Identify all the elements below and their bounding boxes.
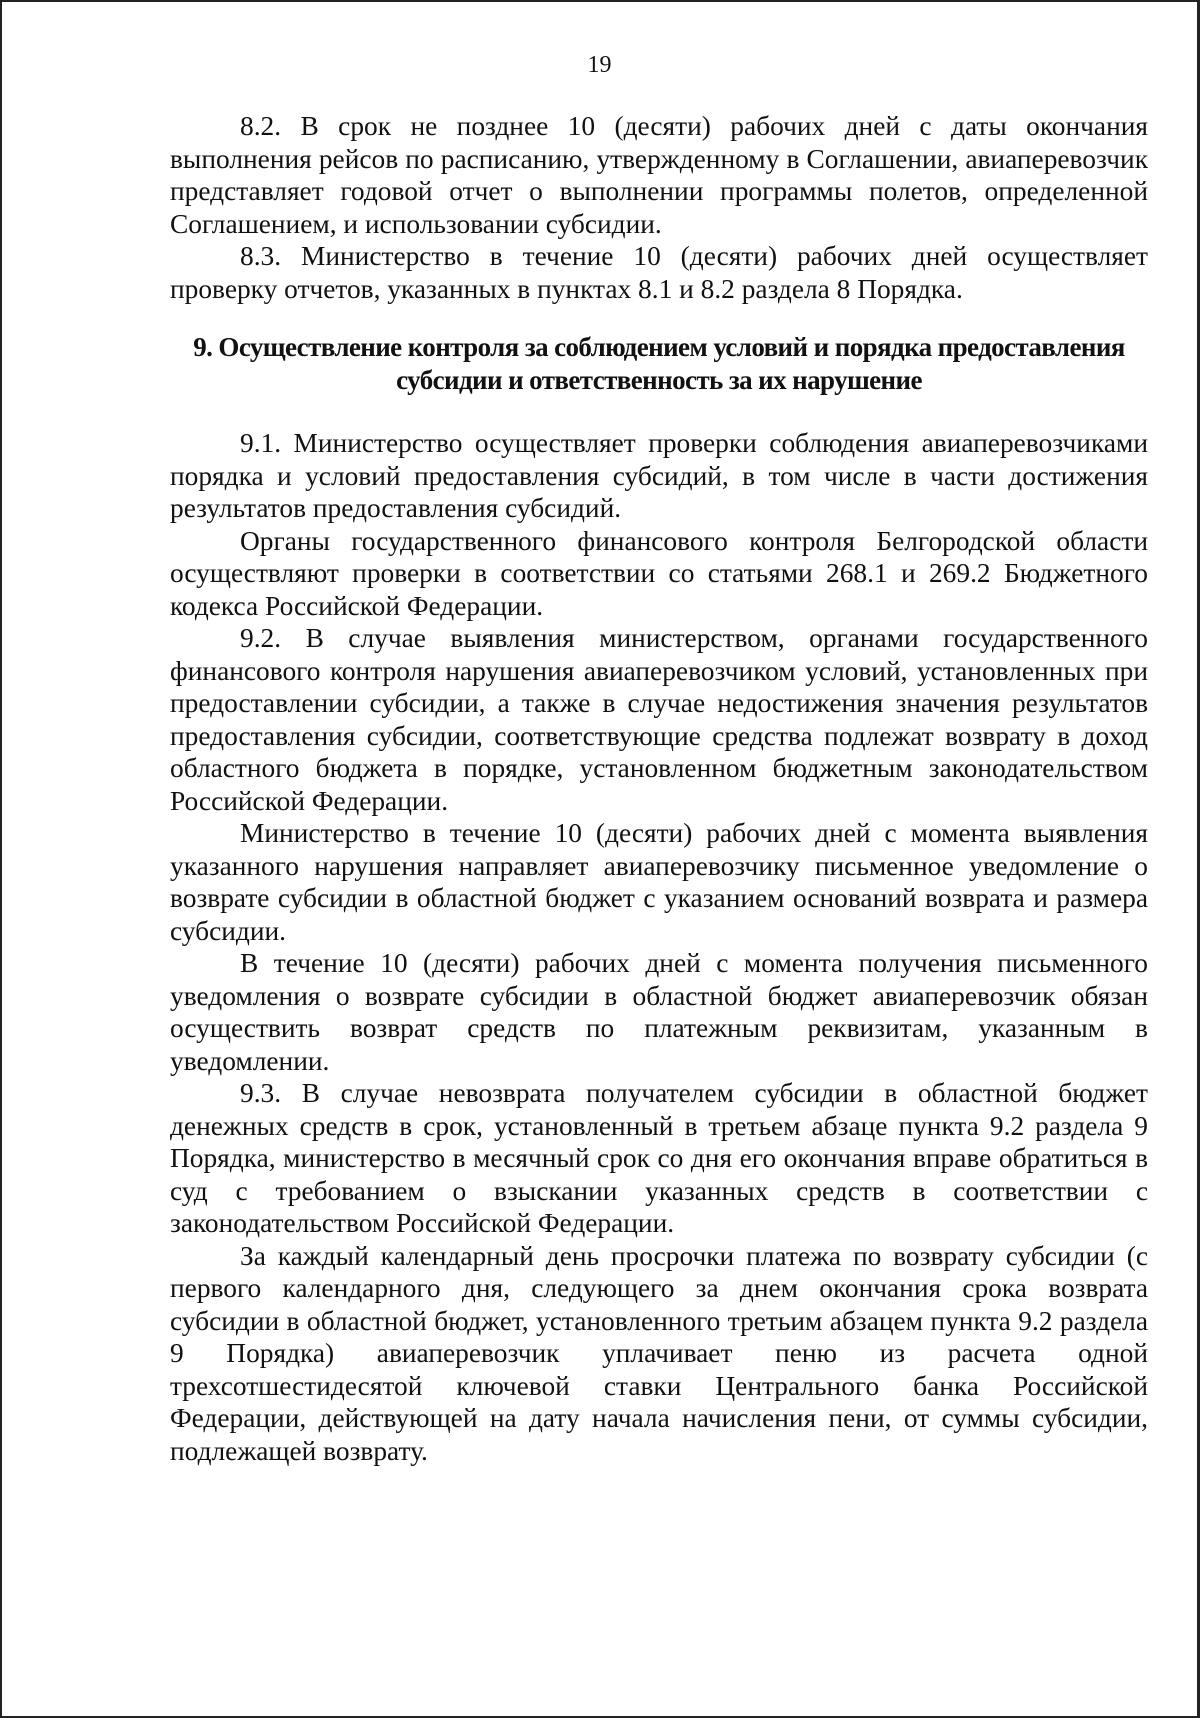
- document-body: [170, 110, 1148, 1467]
- paragraph-notification: Министерство в течение 10 (десяти) рабочих дней с момента выявления указанного нарушения направляет авиаперевозчику письменное уведомление о возврате субсидии в областной бюджет с указанием оснований возврата и размера субсидии.: [170, 818, 1148, 946]
- section-9-heading: 9. Осуществление контроля за соблюдением условий и порядка предоставления субсидии и ответственность за их нарушение: [193, 332, 1125, 395]
- paragraph-9-1: 9.1. Министерство осуществляет проверки соблюдения авиаперевозчиками порядка и условий предоставления субсидий, в том числе в части достижения результатов предоставления субсидий.: [170, 428, 1148, 523]
- paragraph-9-2: 9.2. В случае выявления министерством, органами государственного финансового контроля нарушения авиаперевозчиком условий, установленных при предоставлении субсидии, а также в случае недостижения значения результатов предоставления субсидии, соответствующие средства подлежат возврату в доход областного бюджета в порядке, установленном бюджетным законодательством Российской Федерации.: [170, 623, 1148, 816]
- paragraph-9-3: 9.3. В случае невозврата получателем субсидии в областной бюджет денежных средств в срок, установленный в третьем абзаце пункта 9.2 раздела 9 Порядка, министерство в месячный срок со дня его окончания вправе обратиться в суд с требованием о взыскании указанных средств в соответствии с законодательством Российской Федерации.: [170, 1078, 1148, 1238]
- page-number: 19: [587, 52, 612, 78]
- paragraph-financial-control: Органы государственного финансового контроля Белгородской области осуществляют проверки в соответствии со статьями 268.1 и 269.2 Бюджетного кодекса Российской Федерации.: [170, 525, 1148, 621]
- paragraph-8-2: 8.2. В срок не позднее 10 (десяти) рабочих дней с даты окончания выполнения рейсов по расписанию, утвержденному в Соглашении, авиаперевозчик представляет годовой отчет о выполнении программы полетов, определенной Соглашением, и использовании субсидии.: [170, 111, 1148, 239]
- paragraph-8-3: 8.3. Министерство в течение 10 (десяти) рабочих дней осуществляет проверку отчетов, указанных в пунктах 8.1 и 8.2 раздела 8 Порядка.: [170, 241, 1148, 304]
- paragraph-refund-term: В течение 10 (десяти) рабочих дней с момента получения письменного уведомления о возврате субсидии в областной бюджет авиаперевозчик обязан осуществить возврат средств по платежным реквизитам, указанным в уведомлении.: [170, 948, 1148, 1076]
- paragraph-penalty: За каждый календарный день просрочки платежа по возврату субсидии (с первого календарного дня, следующего за днем окончания срока возврата субсидии в областной бюджет, установленного третьим абзацем пункта 9.2 раздела 9 Порядка) авиаперевозчик уплачивает пеню из расчета одной трехсотшестидесятой ключевой ставки Центрального банка Российской Федерации, действующей на дату начала начисления пени, от суммы субсидии, подлежащей возврату.: [170, 1240, 1148, 1466]
